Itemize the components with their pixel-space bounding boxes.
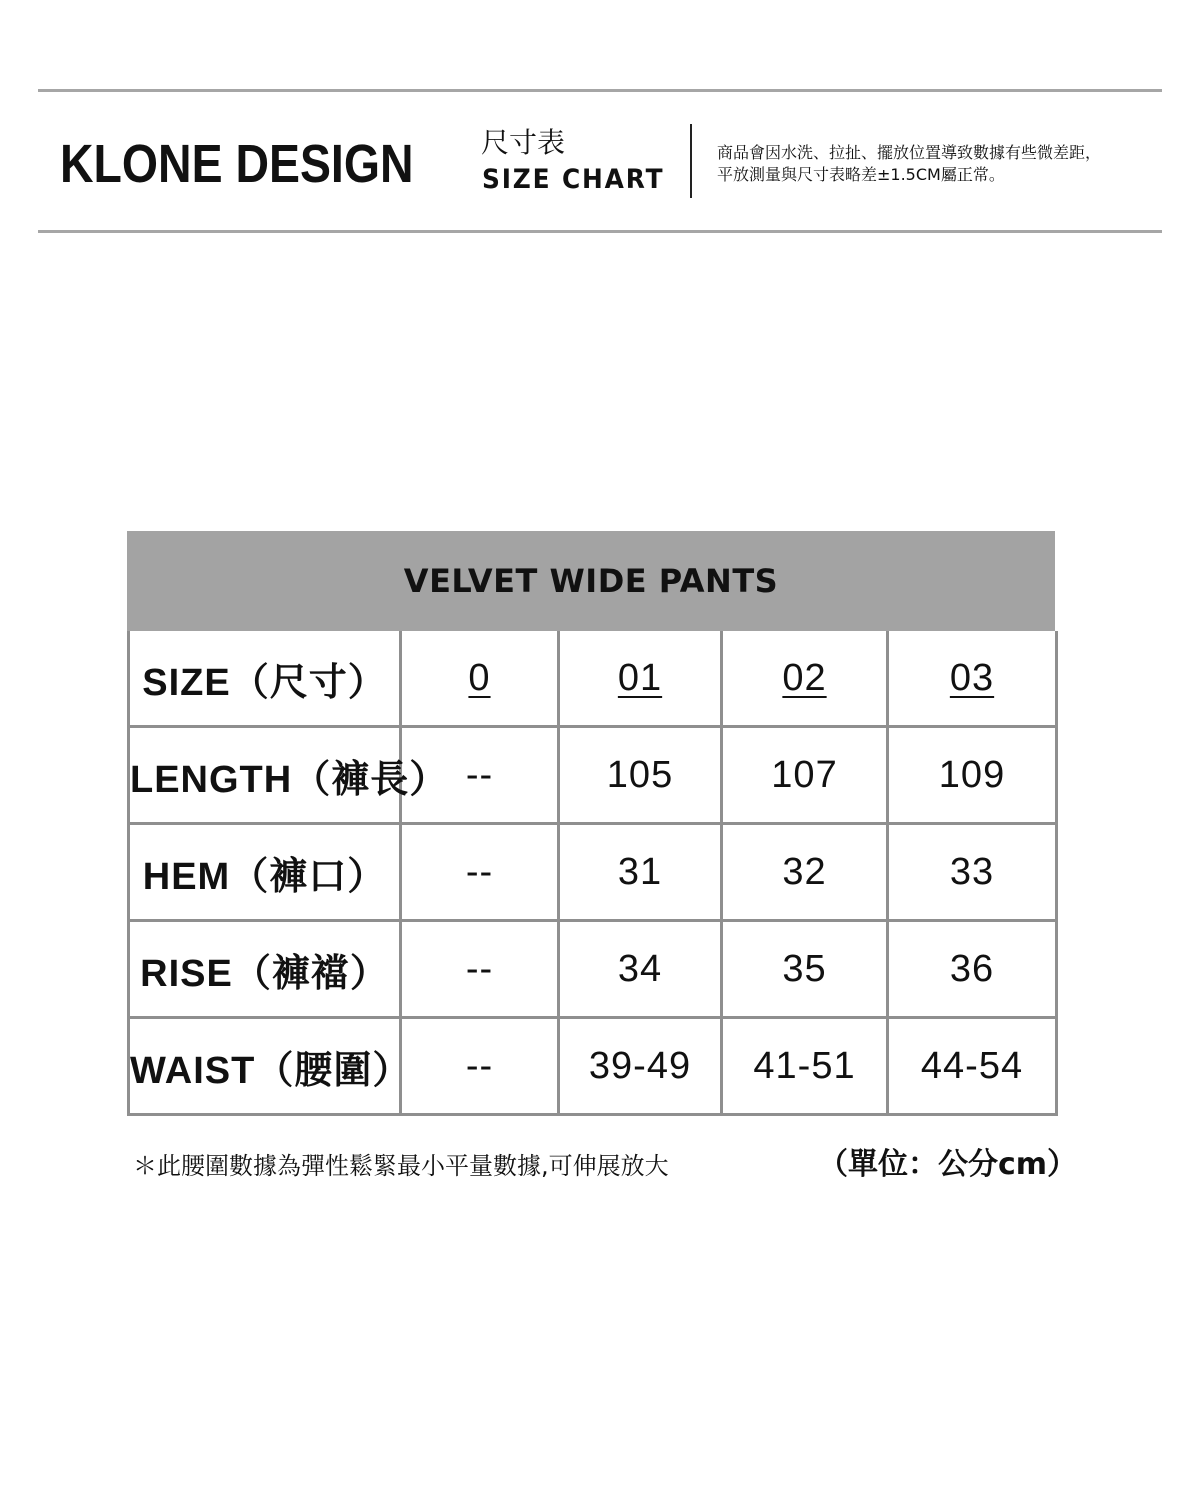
table-cell: 107	[722, 727, 888, 824]
table-row-rise	[129, 921, 1057, 1018]
row-label-waist: WAIST（腰圍）	[129, 1018, 401, 1115]
size-grid	[127, 631, 1058, 1116]
size-header-cell	[722, 631, 888, 727]
row-label-hem: HEM（褲口）	[129, 824, 401, 921]
size-header-cell	[559, 631, 722, 727]
table-cell: 44-54	[888, 1018, 1057, 1115]
top-rule	[38, 89, 1162, 92]
table-cell: 109	[888, 727, 1057, 824]
table-cell: 36	[888, 921, 1057, 1018]
table-row-hem	[129, 824, 1057, 921]
table-cell: 34	[559, 921, 722, 1018]
table-cell: --	[401, 727, 559, 824]
size-header-01: 01	[617, 656, 663, 699]
table-cell: 35	[722, 921, 888, 1018]
size-header-cell	[401, 631, 559, 727]
size-chart-title-en: SIZE CHART	[482, 164, 665, 195]
size-header-03: 03	[949, 656, 995, 699]
row-label-size: SIZE（尺寸）	[129, 631, 401, 727]
table-cell: 33	[888, 824, 1057, 921]
table-cell: 32	[722, 824, 888, 921]
table-row-size	[129, 631, 1057, 727]
table-cell: 41-51	[722, 1018, 888, 1115]
row-label-rise: RISE（褲襠）	[129, 921, 401, 1018]
table-cell: 105	[559, 727, 722, 824]
header-bottom-rule	[38, 230, 1162, 233]
table-title: VELVET WIDE PANTS	[127, 531, 1055, 631]
size-chart-title-cn: 尺寸表	[481, 126, 566, 159]
size-header-02: 02	[782, 656, 827, 699]
table-cell: --	[401, 824, 559, 921]
table-row-waist	[129, 1018, 1057, 1115]
table-cell: 39-49	[559, 1018, 722, 1115]
size-header-0: 0	[468, 656, 491, 699]
row-label-length: LENGTH（褲長）	[129, 727, 401, 824]
measurement-note	[717, 142, 1101, 186]
table-cell: 31	[559, 824, 722, 921]
size-table	[127, 531, 1055, 1116]
unit-label: （單位：公分cm）	[818, 1147, 1078, 1182]
size-header-cell	[888, 631, 1057, 727]
table-cell: --	[401, 921, 559, 1018]
measurement-note-line2: 平放測量與尺寸表略差±1.5CM屬正常。	[717, 165, 1005, 184]
waist-footnote: ＊此腰圍數據為彈性鬆緊最小平量數據,可伸展放大	[133, 1152, 669, 1180]
measurement-note-line1: 商品會因水洗、拉扯、擺放位置導致數據有些微差距，	[717, 143, 1102, 162]
table-cell: --	[401, 1018, 559, 1115]
header-divider	[690, 124, 692, 198]
brand-logo-text: KLONE DESIGN	[60, 134, 414, 194]
table-row-length	[129, 727, 1057, 824]
